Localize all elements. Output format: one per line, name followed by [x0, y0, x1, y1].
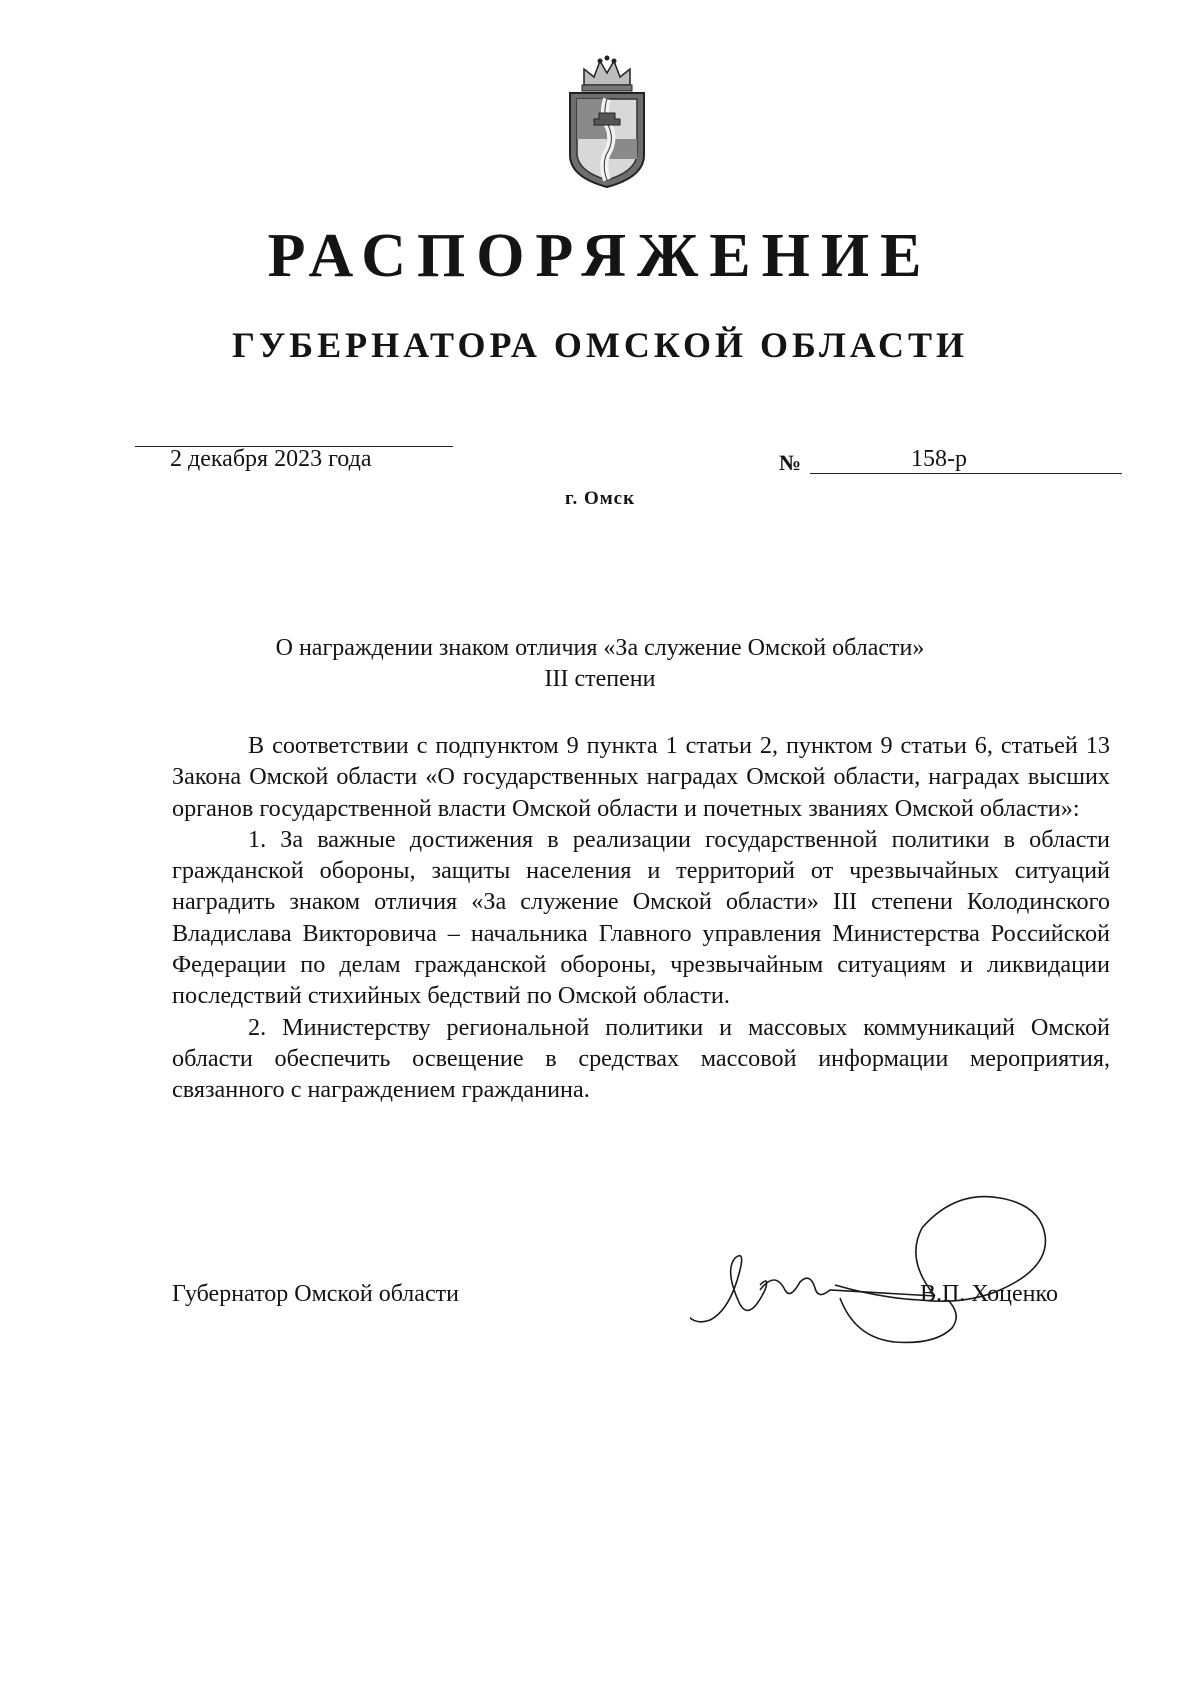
- number-underline: [810, 473, 1122, 474]
- body-paragraph-preamble: В соответствии с подпунктом 9 пункта 1 статьи 2, пунктом 9 статьи 6, статьей 13 Закона Омской области «О государственных наградах Омской области, наградах высших органов государственной власти Омской области и почетных званиях Омской области»:: [172, 732, 1110, 822]
- handwritten-signature-icon: [690, 1150, 1090, 1350]
- subject-line-2: III степени: [544, 666, 656, 692]
- document-subject: [0, 633, 1200, 695]
- signatory-position: Губернатор Омской области: [172, 1281, 459, 1307]
- document-date: 2 декабря 2023 года: [170, 446, 372, 472]
- document-body: [172, 730, 1110, 1106]
- subject-line-1: О награждении знаком отличия «За служение Омской области»: [275, 635, 925, 661]
- body-paragraph-item-2: 2. Министерству региональной политики и массовых коммуникаций Омской области обеспечить освещение в средствах массовой информации мероприятия, связанного с награждением гражданина.: [172, 1013, 1110, 1104]
- body-paragraph-item-1: 1. За важные достижения в реализации государственной политики в области гражданской обороны, защиты населения и территорий от чрезвычайных ситуаций наградить знаком отличия «За служение Омской области» III степени Колодинского Владислава Викторовича – начальника Главного управления Министерства Российской Федерации по делам гражданской обороны, чрезвычайным ситуациям и ликвидации последствий стихийных бедствий по Омской области.: [172, 825, 1110, 1010]
- number-sign: №: [779, 450, 802, 475]
- signatory-name: В.П. Хоценко: [920, 1281, 1058, 1307]
- document-number: 158-р: [911, 446, 967, 472]
- omsk-region-coat-of-arms-icon: [562, 55, 652, 189]
- document-subtitle: ГУБЕРНАТОРА ОМСКОЙ ОБЛАСТИ: [231, 325, 969, 365]
- document-title: РАСПОРЯЖЕНИЕ: [267, 222, 933, 290]
- city: г. Омск: [564, 488, 636, 509]
